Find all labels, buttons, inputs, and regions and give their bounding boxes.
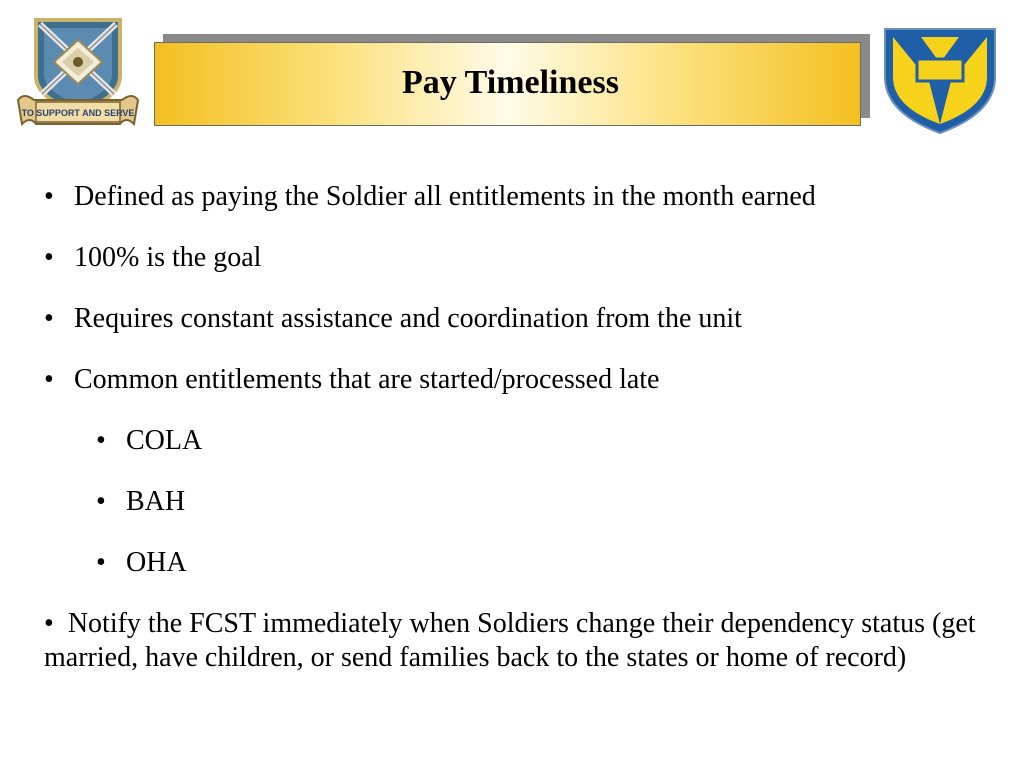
final-bullet-text: Notify the FCST immediately when Soldiers change their dependency status (get married, have children, or send families back to the states or home of record)	[44, 608, 976, 673]
bullet-dot: •	[96, 425, 106, 456]
finance-corps-crest-icon	[14, 14, 142, 132]
sub-list-item	[96, 424, 994, 458]
bullet-text: Common entitlements that are started/processed late	[74, 364, 660, 395]
bullet-dot: •	[44, 364, 54, 395]
bullet-dot: •	[44, 303, 54, 334]
list-item	[44, 302, 994, 336]
bullet-dot: •	[96, 486, 106, 517]
bullet-text: Defined as paying the Soldier all entitlements in the month earned	[74, 181, 816, 212]
bullet-dot: •	[44, 608, 54, 639]
bullet-list	[44, 180, 994, 702]
list-item	[44, 241, 994, 275]
unit-shield-icon	[881, 25, 999, 137]
sub-list-item	[96, 546, 994, 580]
title-banner	[154, 42, 861, 126]
list-item	[44, 180, 994, 214]
bullet-dot: •	[44, 181, 54, 212]
list-item	[44, 607, 994, 675]
sub-bullet-text: OHA	[126, 547, 187, 578]
bullet-text: Requires constant assistance and coordination from the unit	[74, 303, 742, 334]
crest-motto-text: TO SUPPORT AND SERVE	[21, 108, 135, 118]
bullet-dot: •	[96, 547, 106, 578]
bullet-text: 100% is the goal	[74, 242, 262, 273]
list-item	[44, 363, 994, 397]
sub-bullet-text: COLA	[126, 425, 203, 456]
slide-title: Pay Timeliness	[402, 64, 619, 101]
sub-bullet-text: BAH	[126, 486, 186, 517]
bullet-dot: •	[44, 242, 54, 273]
sub-list-item	[96, 485, 994, 519]
